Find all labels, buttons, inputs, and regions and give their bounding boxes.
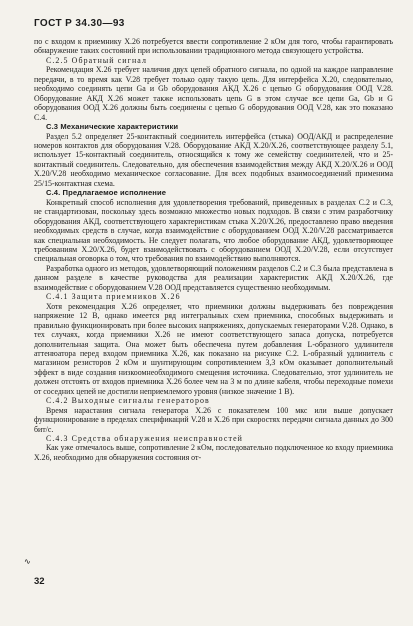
heading-c25: С.2.5 Обратный сигнал — [46, 55, 147, 65]
margin-mark: ∿ — [24, 557, 31, 566]
document-body — [34, 37, 393, 462]
paragraph-implementation: Конкретный способ исполнения для удовлетворения требований, приведенных в разделах С.2 и С.3, не стандартизован, поскольку здесь возможно множество новых подходов. В связи с этим разработчику оборудования АКД, соответствующего характеристикам стыка X.20/X.26, предоставлено право введения необходимых средств в случае, когда взаимодействие с оборудованием ООД X.20/V.28 рассматривается как специальная необходимость. Не следует полагать, что любое оборудование АКД, удовлетворяющее требованиям X.20/X.26, будет взаимодействовать с оборудованием ООД X.20/V.28, если отсутствует специальная оговорка о том, что требования по взаимодействию выполняются. — [34, 197, 393, 264]
page-number: 32 — [34, 576, 45, 587]
paragraph-continuation: по с входом к приемнику X.26 потребуется ввести сопротивление 2 кОм для того, чтобы гарантировать обнаружение таких состояний при использовании традиционного метода связующего устройства. — [34, 37, 393, 56]
heading-c4: С.4. Предлагаемое исполнение — [46, 188, 167, 198]
paragraph-receiver-protection: Хотя рекомендация X.26 определяет, что приемники должны выдерживать без повреждения напряжение 12 В, однако имеется ряд интегральных схем приемника, способных выдерживать и правильно функционировать при более высоких напряжениях, допускаемых генераторами V.28. Однако, в тех случаях, когда приемники X.26 не имеют соответствующего запаса допуска, потребуется дополнительная защита. Она может быть обеспечена путем добавления L-образного удлинителя аттенюатора перед входом приемника X.26, как показано на рисунке С.2. L-образный удлинитель с магазином резисторов 2 кОм и шунтирующим сопротивлением 3,3 кОм оказывает дополнительный эффект в виде создания низкоомнеобходимого смещения источника. Следовательно, этот удлинитель не должен отстоять от входов приемника X.26 более чем на 3 м по длине кабеля, чтобы переходные помехи от соседних цепей не достигли неприемлемого уровня (низкое значение 1 В). — [34, 301, 393, 396]
heading-c43: С.4.3 Средства обнаружения неисправностей — [46, 434, 243, 444]
paragraph-fault-detection: Как уже отмечалось выше, сопротивление 2 кОм, последовательно подключенное ко входу приемника X.26, необходимо для обнаружения состояния от- — [34, 443, 393, 462]
paragraph-method: Разработка одного из методов, удовлетворяющий положениям разделов С.2 и С.3 была представлена в данном разделе в качестве руководства для реализации характеристик АКД X.20/X.26, где взаимодействие с оборудованием V.28 ООД представляется существенно необходимым. — [34, 263, 393, 292]
paragraph-generator-output: Время нарастания сигнала генератора X.26 с показателем 100 мкс или выше допускает функционирование в пределах спецификаций V.28 и X.26 при скоростях передачи сигнала данных до 300 бит/с. — [34, 405, 393, 434]
paragraph-mechanical: Раздел 5.2 определяет 25-контактный соединитель интерфейса (стыка) ООД/АКД и распределение номеров контактов для оборудования V.28. Оборудование АКД X.20/X.26, соответствующее разделу 5.1, использует 15-контактный соединитель, относящийся к тому же семейству соединителей, что и 25-контактный соединитель. Следовательно, для обеспечения взаимодействия между АКД X.20/X.26 и ООД X.20/V.28 необходимо механическое согласование. Для всех подобных взаимосоединений применима 25/15-контактная схема. — [34, 131, 393, 188]
page-header: ГОСТ Р 34.30—93 — [34, 18, 125, 29]
heading-c42: С.4.2 Выходные сигналы генераторов — [46, 396, 210, 406]
heading-c3: С.3 Механические характеристики — [46, 122, 179, 132]
paragraph-return-signal: Рекомендация X.26 требует наличия двух цепей обратного сигнала, по одной на каждое направление передачи, в то время как V.28 требует только одну такую цепь. Для интерфейса X.20, следовательно, необходимо соединять цепи Ga и Gb оборудования АКД X.26 с цепью G оборудования ООД V.28. Оборудование АКД X.26 может также использовать цепь G в этом случае все цепи Ga, Gb и G оборудования ООД X.26 должны быть соединены с цепью G оборудования ООД V.28, как это показано С.4. — [34, 65, 393, 122]
heading-c41: С.4.1 Защита приемников X.26 — [46, 292, 181, 302]
